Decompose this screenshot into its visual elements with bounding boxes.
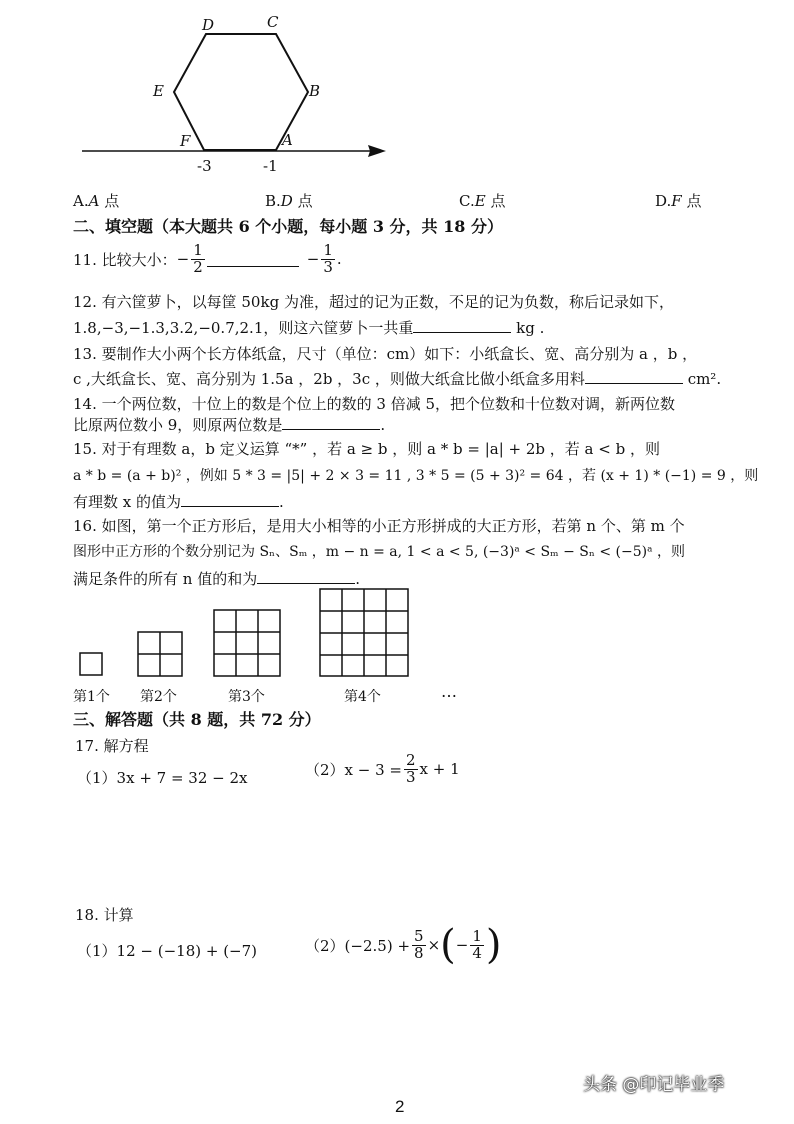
vertex-label-f: F	[180, 132, 191, 150]
question-11: 11. 比较大小： − $\frac{1}{2}$ − $\frac{1}{3}$ .	[73, 241, 342, 276]
question-18-part1: （1）12 − (−18) + (−7)	[77, 942, 258, 960]
question-16-line3: 满足条件的所有 n 值的和为 .	[73, 570, 360, 588]
page-number: 2	[395, 1097, 405, 1116]
tick-label-neg3: -3	[197, 157, 212, 175]
question-15-line2: a * b = (a + b)² ，例如 5 * 3 = |5| + 2 × 3 = 11 , 3 * 5 = (5 + 3)² = 64 ，若 (x + 1) * (−1) = 9 ，则	[73, 468, 759, 484]
grid-ellipsis: …	[441, 682, 457, 701]
tick-label-neg1: -1	[263, 157, 278, 175]
question-15-line3: 有理数 x 的值为 .	[73, 493, 284, 511]
square-grids-figure	[74, 585, 414, 680]
vertex-label-d: D	[202, 16, 215, 34]
question-17-title: 17. 解方程	[75, 737, 149, 755]
grid-2	[138, 632, 182, 676]
question-14-line1: 14. 一个两位数，十位上的数是个位上的数的 3 倍减 5，把个位数和十位数对调，新两位数	[73, 395, 676, 413]
choice-d: D.F 点	[655, 192, 702, 210]
vertex-label-b: B	[309, 82, 321, 100]
fraction-third: $\frac{1}{3}$	[323, 241, 333, 276]
question-13-line1: 13. 要制作大小两个长方体纸盒，尺寸（单位：cm）如下：小纸盒长、宽、高分别为 a ，b ，	[73, 345, 698, 363]
answer-blank-13[interactable]	[585, 369, 683, 384]
vertex-label-e: E	[153, 82, 164, 100]
fraction-half: $\frac{1}{2}$	[193, 241, 203, 276]
grid-label-2: 第2个	[140, 689, 177, 705]
grid-3	[214, 610, 280, 676]
question-16-line2: 图形中正方形的个数分别记为 Sₙ、Sₘ ，m − n = a, 1 < a < 5, (−3)ᵃ < Sₘ − Sₙ < (−5)ᵃ ，则	[73, 544, 685, 560]
grid-label-3: 第3个	[228, 689, 265, 705]
grid-label-1: 第1个	[73, 689, 110, 705]
answer-blank-15[interactable]	[181, 492, 279, 507]
question-12-line1: 12. 有六筐萝卜，以每筐 50kg 为准，超过的记为正数，不足的记为负数，称后记录如下，	[73, 293, 674, 311]
vertex-label-c: C	[267, 13, 279, 31]
question-18-title: 18. 计算	[75, 906, 134, 924]
question-17-part1: （1）3x + 7 = 32 − 2x	[77, 769, 248, 787]
answer-blank-11[interactable]	[207, 252, 299, 267]
fraction-quarter: $\frac{1}{4}$	[472, 926, 482, 962]
answer-blank-12[interactable]	[413, 318, 511, 333]
fraction-two-thirds: $\frac{2}{3}$	[406, 751, 416, 786]
question-14-line2: 比原两位数小 9，则原两位数是 .	[73, 416, 386, 434]
question-18-part2: （2）(−2.5) + $\frac{5}{8}$ × ( − $\frac{1}{4}$ )	[305, 922, 502, 968]
grid-4	[320, 589, 408, 676]
choice-a: A.A 点	[73, 192, 120, 210]
section2-title: 二、填空题（本大题共 6 个小题，每小题 3 分，共 18 分）	[73, 217, 503, 236]
grid-label-4: 第4个	[344, 689, 381, 705]
question-16-line1: 16. 如图，第一个正方形后，是用大小相等的小正方形拼成的大正方形，若第 n 个、第 m 个	[73, 517, 685, 535]
watermark: 头条 @印记毕业季	[583, 1075, 725, 1095]
question-15-line1: 15. 对于有理数 a，b 定义运算 “*” ，若 a ≥ b ，则 a * b = |a| + 2b ，若 a < b ，则	[73, 440, 660, 458]
question-12-line2: 1.8,−3,−1.3,3.2,−0.7,2.1，则这六筐萝卜一共重 kg .	[73, 319, 545, 337]
question-13-line2: c ,大纸盒长、宽、高分别为 1.5a ，2b ，3c ，则做大纸盒比做小纸盒多用料 cm².	[73, 370, 722, 388]
question-17-part2: （2）x − 3 = $\frac{2}{3}$ x + 1	[305, 751, 460, 786]
choice-b: B.D 点	[265, 192, 313, 210]
answer-blank-14[interactable]	[282, 415, 380, 430]
hexagon-figure	[70, 8, 400, 183]
fraction-five-eighths: $\frac{5}{8}$	[414, 926, 424, 962]
choice-c: C.E 点	[459, 192, 506, 210]
section3-title: 三、解答题（共 8 题，共 72 分）	[73, 710, 321, 729]
number-line-arrow	[368, 145, 386, 157]
grid-1	[80, 653, 102, 675]
answer-blank-16[interactable]	[257, 569, 355, 584]
vertex-label-a: A	[282, 131, 293, 149]
